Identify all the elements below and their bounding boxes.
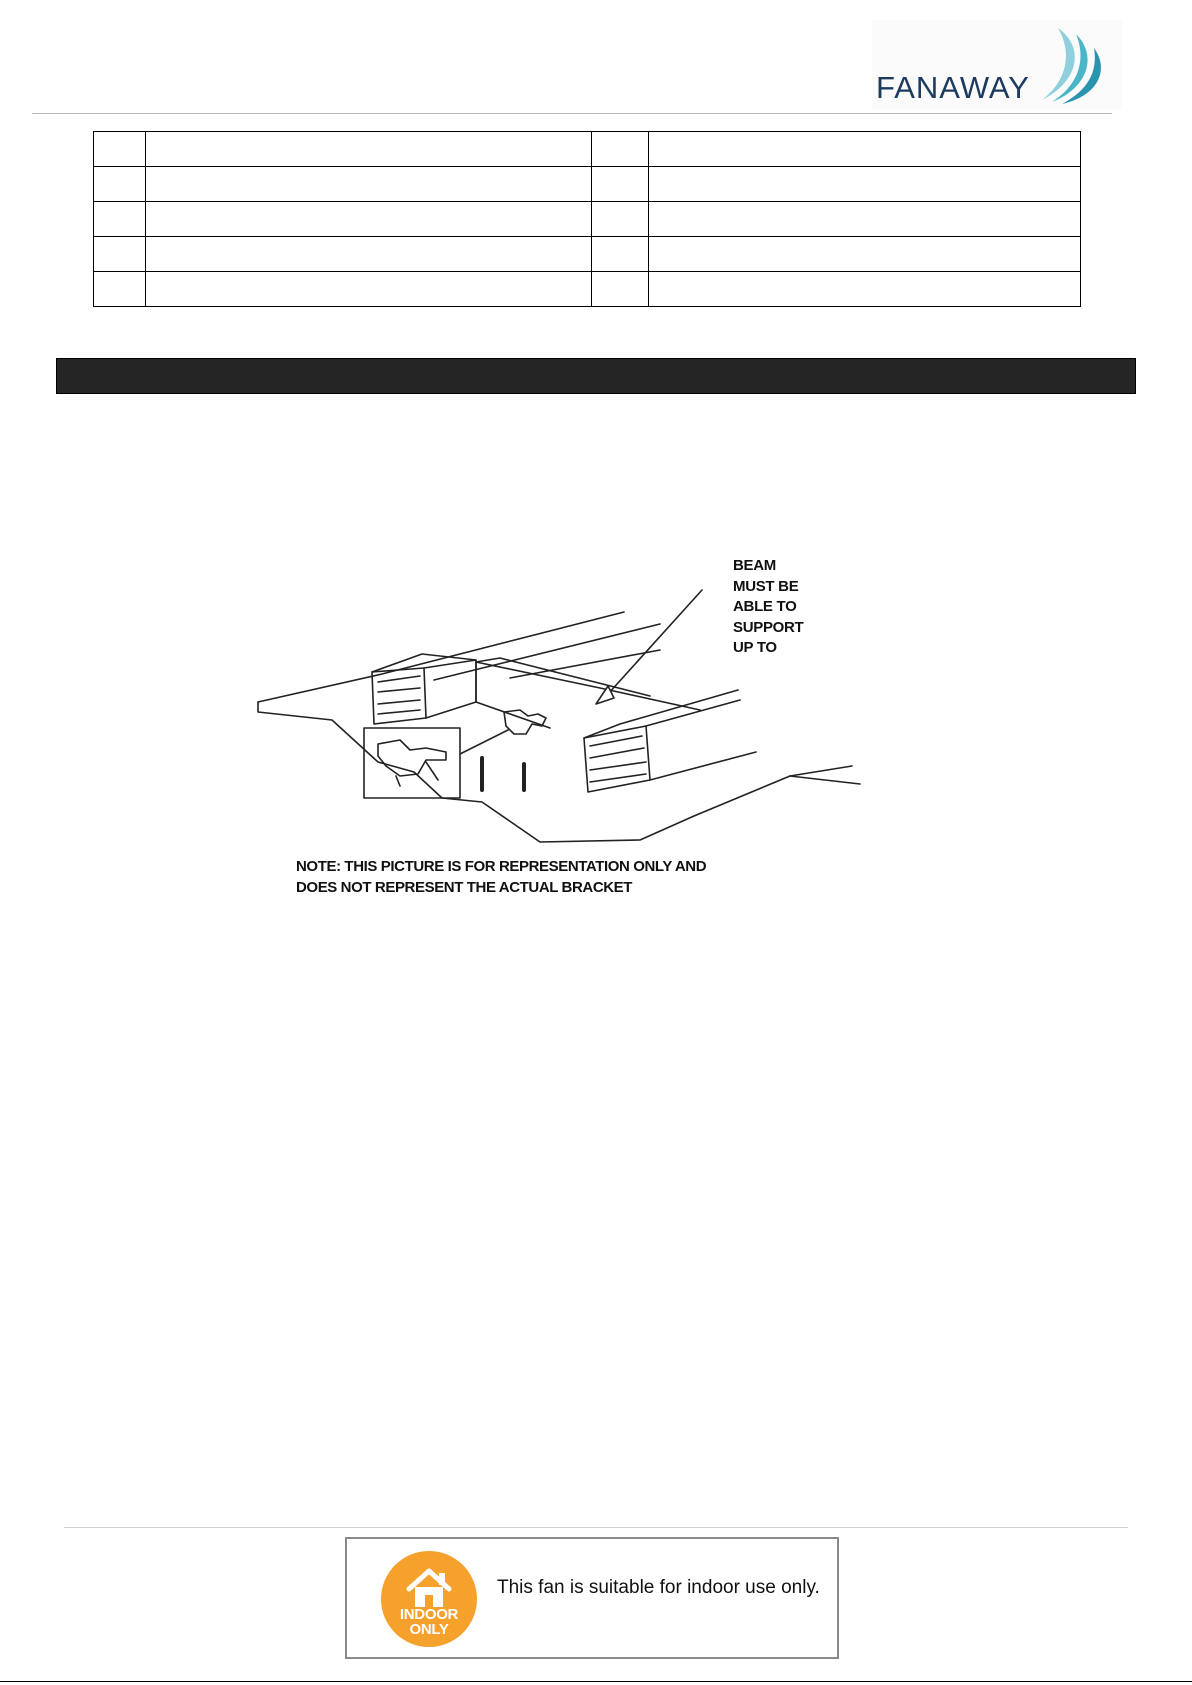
table-cell bbox=[649, 132, 1081, 167]
parts-table bbox=[93, 131, 1081, 307]
table-cell bbox=[592, 272, 649, 307]
indoor-message: This fan is suitable for indoor use only. bbox=[497, 1577, 820, 1598]
fanaway-logo bbox=[872, 20, 1122, 110]
table-cell bbox=[94, 237, 146, 272]
table-cell bbox=[649, 237, 1081, 272]
table-row bbox=[94, 202, 1081, 237]
table-cell bbox=[146, 132, 592, 167]
table-cell bbox=[146, 202, 592, 237]
table-cell bbox=[592, 167, 649, 202]
table-cell bbox=[649, 272, 1081, 307]
table-row bbox=[94, 167, 1081, 202]
indoor-notice-box bbox=[345, 1537, 839, 1659]
callout-line: UP TO bbox=[733, 639, 777, 656]
table-cell bbox=[94, 167, 146, 202]
table-cell bbox=[94, 272, 146, 307]
table-cell bbox=[146, 237, 592, 272]
table-cell bbox=[146, 167, 592, 202]
badge-label bbox=[379, 1607, 479, 1637]
table-cell bbox=[592, 202, 649, 237]
table-cell bbox=[649, 202, 1081, 237]
badge-line: INDOOR bbox=[399, 1606, 459, 1623]
page-bottom-rule bbox=[0, 1681, 1192, 1682]
table-cell bbox=[94, 202, 146, 237]
beam-callout bbox=[733, 556, 853, 659]
table-cell bbox=[592, 132, 649, 167]
callout-line: SUPPORT bbox=[733, 618, 804, 636]
header-divider bbox=[32, 113, 1112, 114]
table-cell bbox=[94, 132, 146, 167]
illustration-note bbox=[296, 856, 796, 898]
table-cell bbox=[146, 272, 592, 307]
table-row bbox=[94, 237, 1081, 272]
badge-line: ONLY bbox=[409, 1621, 449, 1638]
callout-line: BEAM bbox=[733, 557, 776, 574]
table-row bbox=[94, 132, 1081, 167]
footer-divider bbox=[64, 1527, 1128, 1528]
note-line: NOTE: THIS PICTURE IS FOR REPRESENTATION ONLY AND bbox=[296, 858, 707, 875]
logo-wordmark: FANAWAY bbox=[876, 70, 1030, 105]
callout-line: ABLE TO bbox=[733, 598, 797, 615]
note-line: DOES NOT REPRESENT THE ACTUAL BRACKET bbox=[296, 879, 633, 896]
table-cell bbox=[649, 167, 1081, 202]
table-cell bbox=[592, 237, 649, 272]
callout-line: MUST BE bbox=[733, 577, 799, 595]
section-header-bar bbox=[56, 358, 1136, 394]
table-row bbox=[94, 272, 1081, 307]
